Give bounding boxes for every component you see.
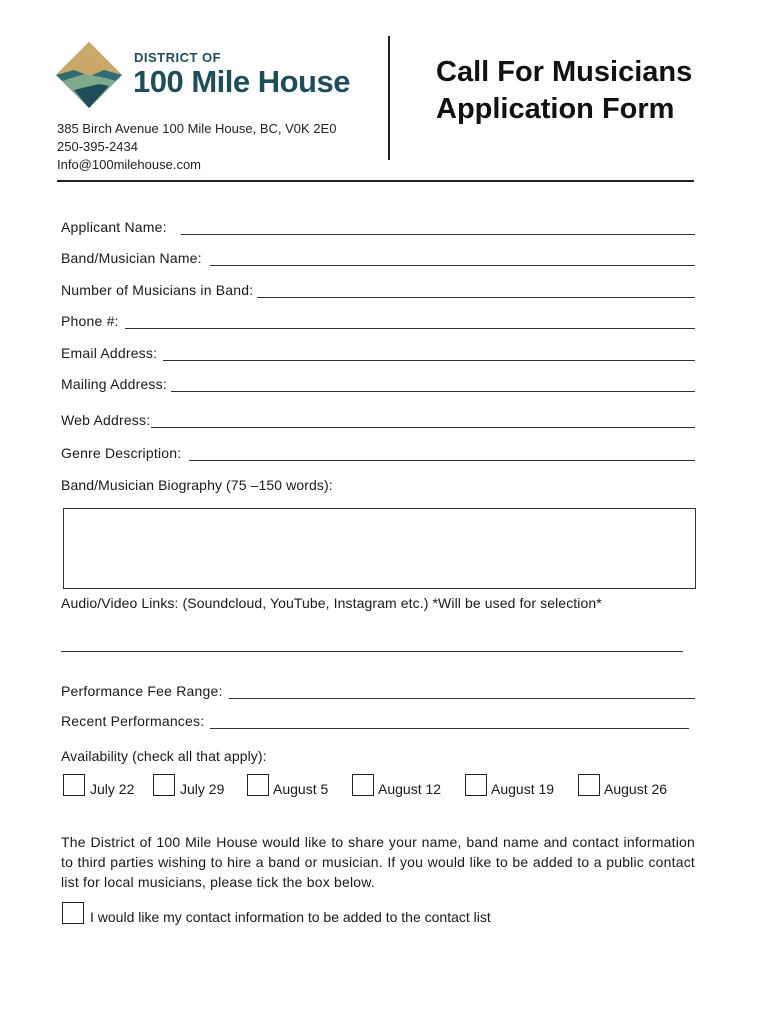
- district-logo: [54, 40, 124, 110]
- contact-list-checkbox-label: I would like my contact information to be added to the contact list: [90, 909, 491, 925]
- email-label: Email Address:: [61, 345, 158, 361]
- links-input[interactable]: [61, 651, 683, 652]
- checkbox-july-22[interactable]: [63, 774, 85, 796]
- header-divider-vertical: [388, 36, 390, 160]
- links-label: Audio/Video Links: (Soundcloud, YouTube, Instagram etc.) *Will be used for selection*: [61, 595, 602, 611]
- checkbox-august-26[interactable]: [578, 774, 600, 796]
- band-name-field[interactable]: [61, 248, 695, 266]
- biography-textarea[interactable]: [63, 508, 696, 589]
- header-divider-horizontal: [57, 180, 694, 182]
- fee-label: Performance Fee Range:: [61, 683, 223, 699]
- contact-block: [57, 120, 336, 174]
- email-input[interactable]: [163, 348, 695, 361]
- web-label: Web Address:: [61, 412, 151, 428]
- phone-field[interactable]: [61, 311, 695, 329]
- mailing-field[interactable]: [61, 374, 695, 392]
- checkbox-label-july-22: July 22: [90, 781, 135, 797]
- recent-label: Recent Performances:: [61, 713, 205, 729]
- form-title-line2: Application Form: [436, 93, 675, 125]
- logo-mountain-shape: [56, 42, 122, 76]
- biography-label: Band/Musician Biography (75 –150 words):: [61, 477, 333, 493]
- web-input[interactable]: [151, 415, 695, 428]
- band-name-label: Band/Musician Name:: [61, 250, 202, 266]
- mailing-input[interactable]: [171, 379, 695, 392]
- email-text: Info@100milehouse.com: [57, 157, 201, 172]
- genre-input[interactable]: [189, 448, 695, 461]
- fee-field[interactable]: [61, 681, 695, 699]
- recent-field[interactable]: [61, 711, 689, 729]
- num-musicians-field[interactable]: [61, 280, 695, 298]
- checkbox-label-august-19: August 19: [491, 781, 555, 797]
- recent-input[interactable]: [210, 716, 689, 729]
- checkbox-label-august-26: August 26: [604, 781, 668, 797]
- form-title: [436, 54, 692, 128]
- phone-text: 250-395-2434: [57, 139, 138, 154]
- consent-paragraph: The District of 100 Mile House would like to share your name, band name and contact information to third parties wishing to hire a band or musician. If you would like to be added to a public contact list for local musicians, please tick the box below.: [61, 834, 695, 890]
- checkbox-august-5[interactable]: [247, 774, 269, 796]
- num-musicians-input[interactable]: [257, 285, 695, 298]
- phone-label: Phone #:: [61, 313, 119, 329]
- phone-input[interactable]: [125, 316, 695, 329]
- checkbox-label-july-29: July 29: [180, 781, 225, 797]
- applicant-name-field[interactable]: [61, 217, 695, 235]
- org-name-large: 100 Mile House: [133, 64, 350, 99]
- applicant-name-label: Applicant Name:: [61, 219, 167, 235]
- checkbox-label-august-5: August 5: [273, 781, 329, 797]
- org-name-small: DISTRICT OF: [134, 50, 222, 65]
- checkbox-august-12[interactable]: [352, 774, 374, 796]
- band-name-input[interactable]: [210, 253, 695, 266]
- form-title-line1: Call For Musicians: [436, 56, 693, 88]
- email-field[interactable]: [61, 343, 695, 361]
- num-musicians-label: Number of Musicians in Band:: [61, 282, 254, 298]
- web-field[interactable]: [61, 410, 695, 428]
- availability-label: Availability (check all that apply):: [61, 748, 267, 764]
- address-text: 385 Birch Avenue 100 Mile House, BC, V0K 2E0: [57, 121, 337, 136]
- contact-list-checkbox[interactable]: [62, 902, 84, 924]
- applicant-name-input[interactable]: [181, 222, 695, 235]
- checkbox-label-august-12: August 12: [378, 781, 442, 797]
- checkbox-july-29[interactable]: [153, 774, 175, 796]
- checkbox-august-19[interactable]: [465, 774, 487, 796]
- fee-input[interactable]: [229, 686, 695, 699]
- genre-field[interactable]: [61, 443, 695, 461]
- genre-label: Genre Description:: [61, 445, 182, 461]
- mailing-label: Mailing Address:: [61, 376, 167, 392]
